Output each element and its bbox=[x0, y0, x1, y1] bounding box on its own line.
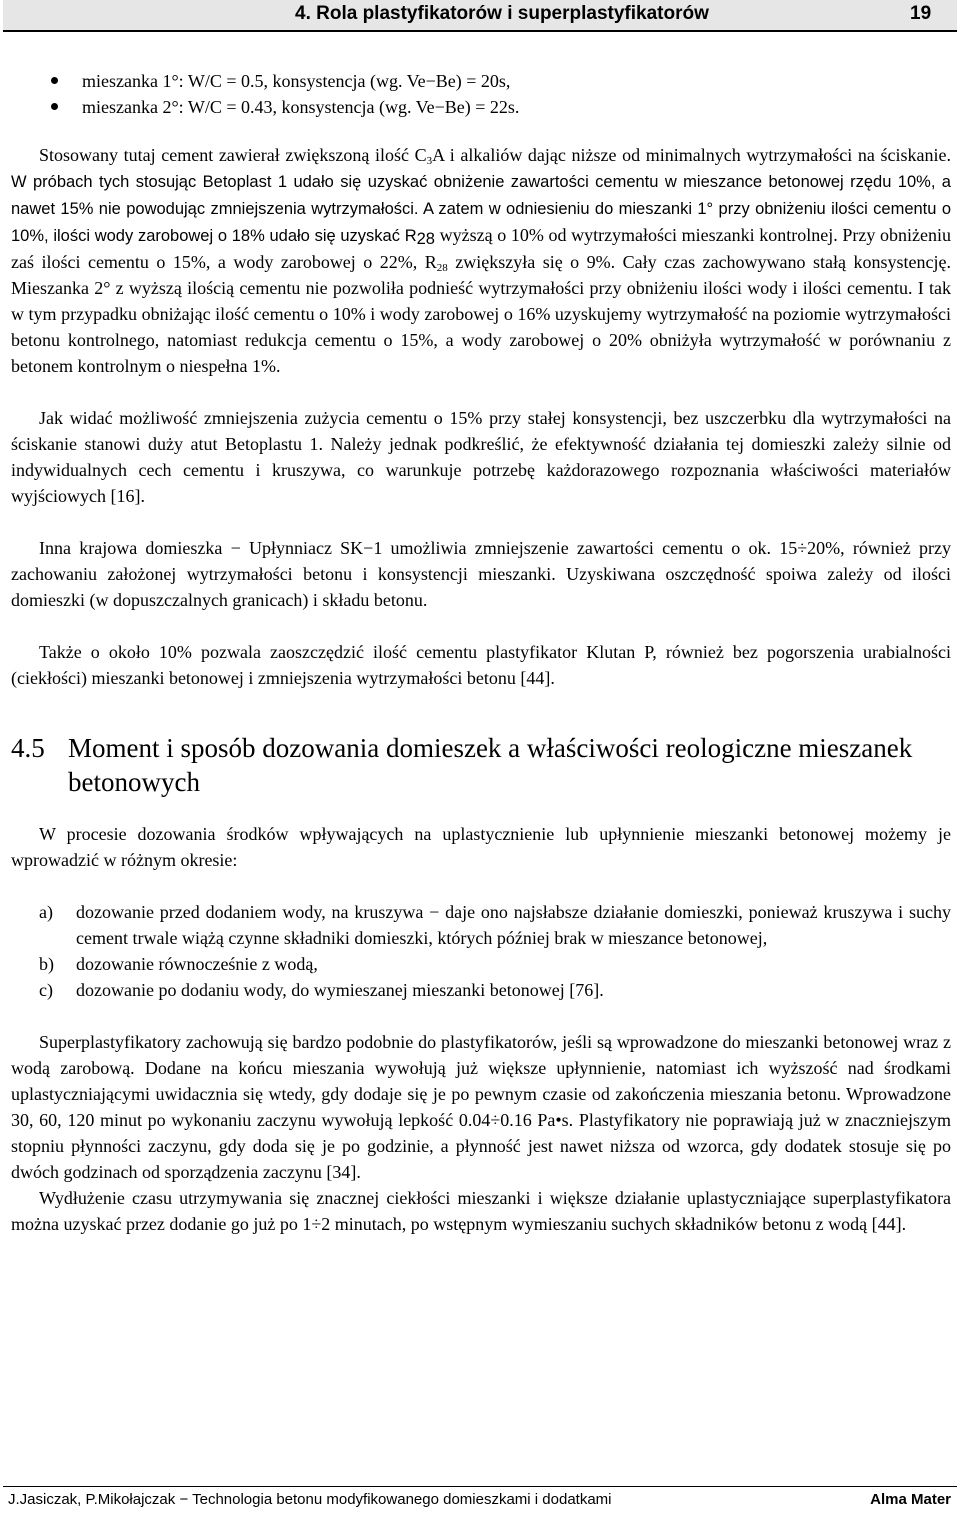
list-item bbox=[11, 977, 951, 1003]
subscript: 3 bbox=[426, 155, 433, 167]
text-run: A i alkaliów dając niższe od minimalnych wytrzymałości na ściskanie. bbox=[432, 145, 951, 165]
list-marker: c) bbox=[39, 980, 53, 1000]
running-footer bbox=[3, 1486, 957, 1513]
page-content bbox=[11, 68, 951, 1237]
section-title: Moment i sposób dozowania domieszek a właściwości reologiczne mieszanek betonowych bbox=[68, 733, 913, 797]
paragraph-dosing-intro: W procesie dozowania środków wpływających na uplastycznienie lub upłynnienie mieszanki betonowej możemy je wprowadzić w różnym okresie: bbox=[11, 824, 951, 870]
section-heading bbox=[11, 731, 951, 799]
paragraph-sk1: Inna krajowa domieszka − Upłynniacz SK−1 umożliwia zmniejszenie zawartości cementu o ok. 15÷20%, również przy zachowaniu założonej wytrzymałości betonu i konsystencji mieszanki. Uzyskiwana oszczędność spoiwa zależy od ilości domieszki (w dopuszczalnych granicach) i składu betonu. bbox=[11, 538, 951, 610]
text-run: Stosowany tutaj cement zawierał zwiększoną ilość C bbox=[39, 145, 427, 165]
text-run: W próbach tych stosując Betoplast 1 udało się uzyskać obniżenie zawartości cementu w mieszance betonowej rzędu 10%, a nawet 15% nie powodując zmniejszenia wytrzymałości. A zatem w odniesieniu do mieszanki 1° przy obniżeniu ilości cementu o 10%, ilości wody zarobowej o 18% udało się uzyskać R bbox=[11, 173, 951, 245]
section-number: 4.5 bbox=[11, 733, 45, 763]
list-text: dozowanie przed dodaniem wody, na kruszywa − daje ono najsłabsze działanie domieszki, ponieważ kruszywa i suchy cement trwale wiążą czynne składniki domieszki, których później brak w mieszance betonowej, bbox=[76, 902, 951, 948]
paragraph-betoplast-results bbox=[11, 142, 951, 379]
list-item bbox=[11, 899, 951, 951]
list-text: dozowanie po dodaniu wody, do wymieszanej mieszanki betonowej [76]. bbox=[76, 980, 604, 1000]
paragraph-superplasticizers: Superplastyfikatory zachowują się bardzo podobnie do plastyfikatorów, jeśli są wprowadzone do mieszanki betonowej wraz z wodą zarobową. Dodane na końcu mieszania wywołują już większe upłynnienie, natomiast ich wyższość nad środkami uplastyczniającymi uwidacznia się wtedy, gdy dodaje się je po pewnym czasie od zakończenia mieszania betonu. Wprowadzone 30, 60, 120 minut po wykonaniu zaczynu wywołują lepkość 0.04÷0.16 Pa•s. Plastyfikatory nie poprawiają już w znaczniejszym stopniu płynności zaczynu, gdy doda się je po godzinie, a płynność jest nawet niższa od wzorca, gdy dodatek stosuje się po dwóch godzinach od sporządzenia zaczynu [34]. bbox=[11, 1032, 951, 1182]
mix-list bbox=[11, 68, 951, 120]
chapter-title: 4. Rola plastyfikatorów i superplastyfikatorów bbox=[295, 3, 709, 24]
footer-authors: J.Jasiczak, P.Mikołajczak − Technologia betonu modyfikowanego domieszkami i dodatkami bbox=[8, 1491, 612, 1508]
paragraph-cement-reduction: Jak widać możliwość zmniejszenia zużycia cementu o 15% przy stałej konsystencji, bez uszczerbku dla wytrzymałości na ściskanie stanowi duży atut Betoplastu 1. Należy jednak podkreślić, że efektywność działania tej domieszki zależy silnie od indywidualnych cech cementu i kruszywa, co warunkuje potrzebę każdorazowego rozpoznania właściwości materiałów wyjściowych [16]. bbox=[11, 408, 951, 506]
text-run: zwiększyła się o 9%. Cały czas zachowywano stałą konsystencję. Mieszanka 2° z wyższą ilością cementu nie pozwoliła podnieść wytrzymałości przy obniżeniu ilości wody i ilości cementu. I tak w tym przypadku obniżając ilość cementu o 10% i wody zarobowej o 16% uzyskujemy wytrzymałość na poziomie wytrzymałości betonu kontrolnego, natomiast redukcja cementu o 15%, a wody zarobowej o 20% obniżyła wytrzymałość w porównaniu z betonem kontrolnym o niespełna 1%. bbox=[11, 252, 951, 376]
text-run: wyższą o 10% od wytrzymałości mieszanki kontrolnej. Przy obniżeniu zaś ilości cementu o 15%, a wody zarobowej o 22%, R bbox=[11, 225, 951, 272]
dosing-list bbox=[11, 899, 951, 1003]
list-marker: a) bbox=[39, 902, 53, 922]
running-header bbox=[3, 0, 957, 32]
list-marker: b) bbox=[39, 954, 54, 974]
list-item: mieszanka 1°: W/C = 0.5, konsystencja (wg. Ve−Be) = 20s, bbox=[11, 68, 951, 94]
subscript: 28 bbox=[436, 262, 448, 274]
paragraph-dosing-time: Wydłużenie czasu utrzymywania się znacznej ciekłości mieszanki i większe działanie uplastyczniające superplastyfikatora można uzyskać przez dodanie go już po 1÷2 minutach, po wstępnym wymieszaniu suchych składników betonu z wodą [44]. bbox=[11, 1188, 951, 1234]
list-text: dozowanie równocześnie z wodą, bbox=[76, 954, 318, 974]
page-number: 19 bbox=[910, 3, 932, 24]
subscript: 28 bbox=[416, 230, 435, 248]
paragraph-klutan: Także o około 10% pozwala zaoszczędzić ilość cementu plastyfikator Klutan P, również bez pogorszenia urabialności (ciekłości) mieszanki betonowej i zmniejszenia wytrzymałości betonu [44]. bbox=[11, 642, 951, 688]
list-item bbox=[11, 951, 951, 977]
footer-publisher: Alma Mater bbox=[870, 1491, 951, 1508]
list-item: mieszanka 2°: W/C = 0.43, konsystencja (wg. Ve−Be) = 22s. bbox=[11, 94, 951, 120]
